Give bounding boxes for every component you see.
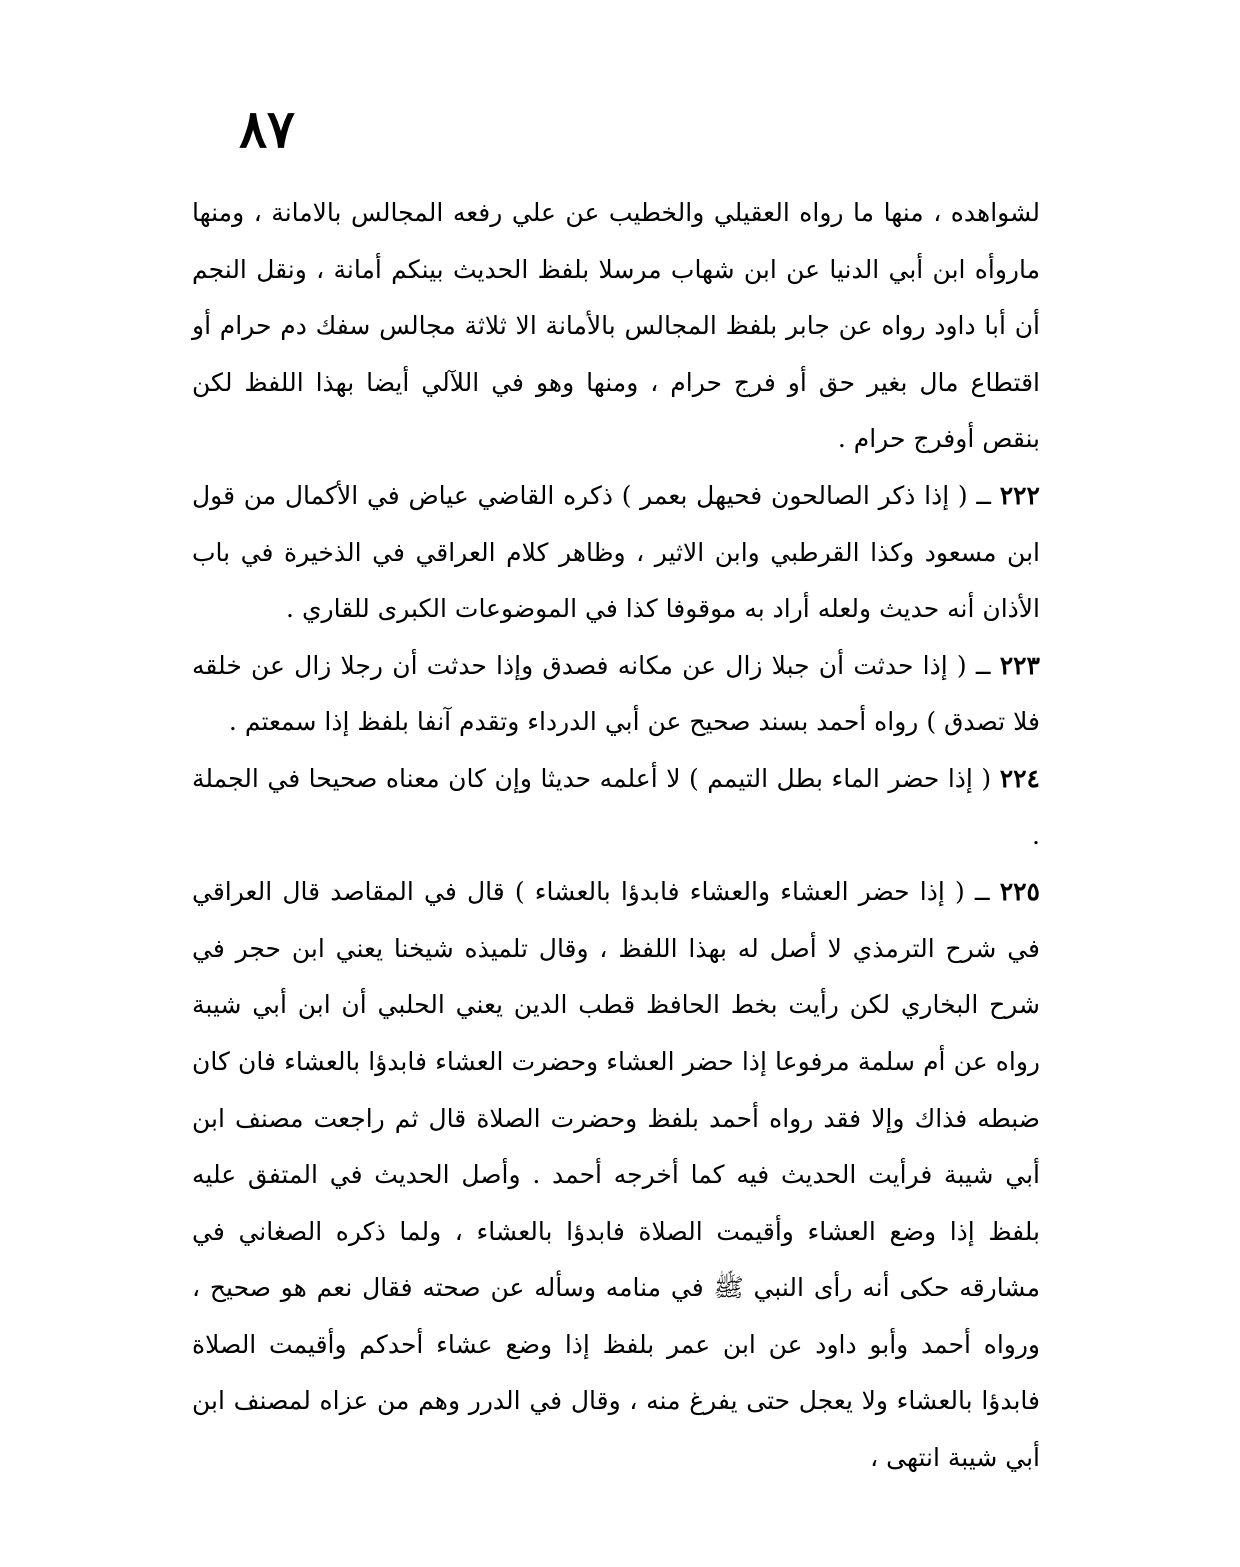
entry-number: ٢٢٥ — [999, 877, 1040, 907]
paragraph — [192, 185, 1040, 468]
paragraph-text: ــ ( إذا حضر العشاء والعشاء فابدؤا بالعشاء ) قال في المقاصد قال العراقي في شرح الترمذي لا أصل له بهذا اللفظ ، وقال تلميذه شيخنا يعني ابن حجر في شرح البخاري لكن رأيت بخط الحافظ قطب الدين يعني الحلبي أن ابن أبي شيبة رواه عن أم سلمة مرفوعا إذا حضر العشاء وحضرت العشاء فابدؤا بالعشاء فان كان ضبطه فذاك وإلا فقد رواه أحمد بلفظ وحضرت الصلاة قال ثم راجعت مصنف ابن أبي شيبة فرأيت الحديث فيه كما أخرجه أحمد . وأصل الحديث في المتفق عليه بلفظ إذا وضع العشاء وأقيمت الصلاة فابدؤا بالعشاء ، ولما ذكره الصغاني في مشارقه حكى أنه رأى النبي ﷺ في منامه وسأله عن صحته فقال نعم هو صحيح ، ورواه أحمد وأبو داود عن ابن عمر بلفظ إذا وضع عشاء أحدكم وأقيمت الصلاة فابدؤا بالعشاء ولا يعجل حتى يفرغ منه ، وقال في الدرر وهم من عزاه لمصنف ابن أبي شيبة انتهى ، — [192, 877, 1041, 1473]
paragraph-text: لشواهده ، منها ما رواه العقيلي والخطيب عن علي رفعه المجالس بالامانة ، ومنها ماروأه ابن أبي الدنيا عن ابن شهاب مرسلا بلفظ الحديث بينكم أمانة ، ونقل النجم أن أبا داود رواه عن جابر بلفظ المجالس بالأمانة الا ثلاثة مجالس سفك دم حرام أو اقتطاع مال بغير حق أو فرج حرام ، ومنها وهو في اللآلي أيضا بهذا اللفظ لكن بنقص أوفرج حرام . — [192, 198, 1040, 454]
entry-number: ٢٢٤ — [999, 763, 1040, 793]
page-body — [192, 185, 1040, 1487]
paragraph-text: ــ ( إذا حدثت أن جبلا زال عن مكانه فصدق وإذا حدثت أن رجلا زال عن خلقه فلا تصدق ) رواه أحمد بسند صحيح عن أبي الدرداء وتقدم آنفا بلفظ إذا سمعتم . — [192, 650, 1040, 737]
paragraph — [192, 468, 1040, 638]
paragraph — [192, 864, 1040, 1487]
paragraph-text: ــ ( إذا ذكر الصالحون فحيهل بعمر ) ذكره القاضي عياض في الأكمال من قول ابن مسعود وكذا القرطبي وابن الاثير ، وظاهر كلام العراقي في الذخيرة في باب الأذان أنه حديث ولعله أراد به موقوفا كذا في الموضوعات الكبرى للقاري . — [192, 480, 1040, 624]
paragraph — [192, 638, 1040, 751]
paragraph — [192, 751, 1040, 864]
paragraph-text: ( إذا حضر الماء بطل التيمم ) لا أعلمه حديثا وإن كان معناه صحيحا في الجملة . — [192, 763, 1040, 850]
entry-number: ٢٢٣ — [999, 650, 1040, 680]
entry-number: ٢٢٢ — [999, 480, 1040, 510]
page-number: ٨٧ — [239, 99, 295, 160]
